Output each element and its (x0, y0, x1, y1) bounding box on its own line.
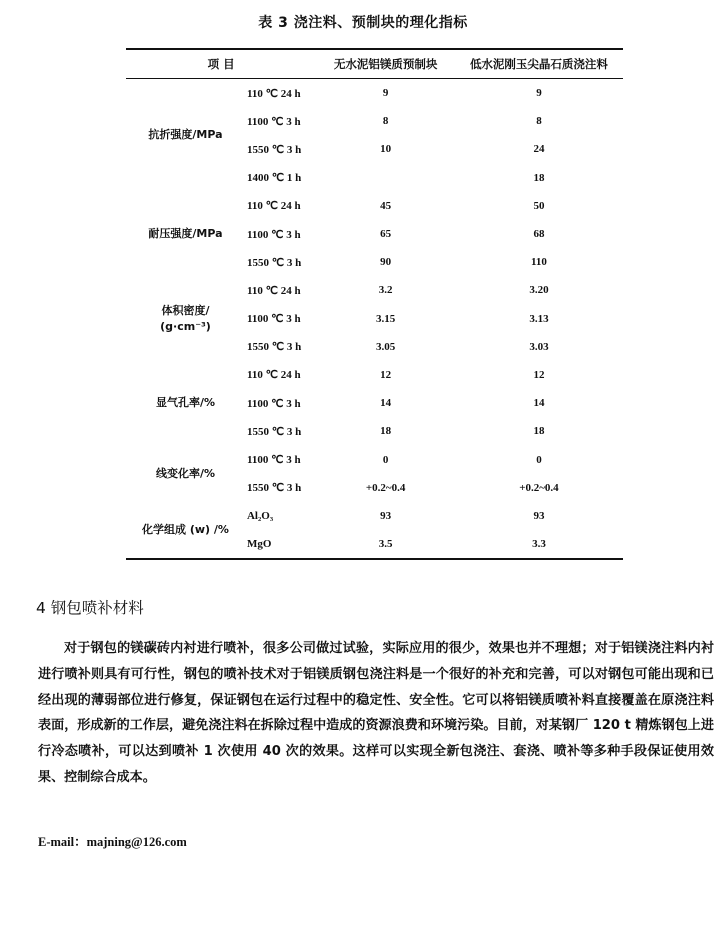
value-col2-cell: +0.2~0.4 (519, 481, 559, 494)
value-col1-cell: 9 (382, 87, 389, 100)
table-row (126, 502, 623, 530)
value-col2-cell: 8 (536, 115, 542, 128)
value-col2-cell: 3.03 (529, 340, 549, 353)
value-col2-cell: 0 (536, 453, 542, 466)
value-col2-cell: 18 (533, 171, 545, 184)
value-col1-cell: 65 (380, 228, 392, 241)
section-heading: 4 钢包喷补材料 (36, 599, 144, 617)
properties-table (126, 48, 623, 560)
value-col2-cell: 9 (536, 87, 542, 100)
property-label-text: 体积密度/ (161, 303, 210, 317)
value-col1-cell: 14 (380, 397, 392, 410)
property-label (126, 192, 245, 277)
table-row (126, 361, 623, 389)
value-col1-cell: 93 (380, 509, 392, 522)
condition-cell: 110 ℃ 24 h (246, 87, 301, 100)
condition-cell: 1400 ℃ 1 h (246, 172, 302, 185)
condition-cell: 1550 ℃ 3 h (246, 256, 302, 269)
value-col1-cell: 45 (380, 199, 392, 212)
condition-cell: 1100 ℃ 3 h (246, 228, 301, 241)
value-col1-cell: +0.2~0.4 (365, 481, 406, 494)
property-unit-text: (g·cm⁻³) (160, 319, 211, 333)
property-label-text: 抗折强度/MPa (148, 128, 223, 142)
value-col1-cell: 3.05 (375, 340, 396, 353)
condition-cell: 1100 ℃ 3 h (246, 397, 301, 410)
condition-cell: MgO (246, 538, 272, 551)
property-label-text: 显气孔率/% (155, 396, 216, 410)
property-label (126, 79, 245, 192)
condition-cell: 1550 ℃ 3 h (246, 482, 302, 495)
value-col2-cell: 50 (533, 199, 545, 212)
property-label (126, 361, 245, 446)
property-label (126, 445, 245, 501)
condition-cell: 1100 ℃ 3 h (246, 115, 301, 128)
table-row (126, 276, 623, 304)
table-row (126, 445, 623, 473)
value-col1-cell (316, 164, 455, 192)
property-label-text: 化学组成 (w) /% (142, 523, 229, 536)
property-label (126, 276, 245, 361)
table-caption: 表 3 浇注料、预制块的理化指标 (258, 15, 468, 31)
value-col1-cell: 3.5 (378, 538, 393, 551)
value-col1-cell: 3.15 (375, 312, 396, 325)
condition-cell: 1550 ℃ 3 h (246, 341, 302, 354)
value-col2-cell: 3.20 (529, 284, 549, 297)
condition-cell: 1100 ℃ 3 h (246, 454, 301, 467)
table-body (126, 79, 623, 560)
value-col1-cell: 10 (380, 143, 392, 156)
value-col2-cell: 18 (533, 425, 545, 438)
condition-cell: 110 ℃ 24 h (246, 284, 301, 297)
property-label-text: 耐压强度/MPa (148, 227, 223, 241)
value-col2-cell: 12 (533, 368, 545, 381)
condition-cell: 110 ℃ 24 h (246, 369, 301, 382)
value-col2-cell: 24 (533, 143, 545, 156)
table-header-row (126, 49, 623, 79)
condition-cell: 1550 ℃ 3 h (246, 425, 302, 438)
condition-cell: 110 ℃ 24 h (246, 200, 301, 213)
header-col2: 低水泥刚玉尖晶石质浇注料 (455, 49, 623, 79)
value-col2-cell: 110 (530, 256, 547, 269)
condition-cell: 1100 ℃ 3 h (246, 313, 301, 326)
table-row (126, 192, 623, 220)
body-paragraph: 对于钢包的镁碳砖内衬进行喷补，很多公司做过试验，实际应用的很少，效果也并不理想；对于铝镁浇注料内衬进行喷补则具有可行性，钢包的喷补技术对于铝镁质钢包浇注料是一个很好的补充和完善，可以对钢包可能出现和已经出现的薄弱部位进行修复，保证钢包在运行过程中的稳定性、安全性。它可以将铝镁质喷补料直接覆盖在原浇注料表面，形成新的工作层，避免浇注料在拆除过程中造成的资源浪费和环境污染。目前，对某钢厂 120 t 精炼钢包上进行冷态喷补，可以达到喷补 1 次使用 40 次的效果。这样可以实现全新包浇注、套浇、喷补等多种手段保证使用效果、控制综合成本。 (38, 641, 714, 785)
value-col2-cell: 68 (533, 228, 545, 241)
condition-cell: 1550 ℃ 3 h (246, 143, 302, 156)
value-col2-cell: 3.3 (532, 538, 546, 551)
header-item: 项 目 (126, 49, 316, 79)
property-label (126, 502, 245, 559)
header-col1: 无水泥铝镁质预制块 (316, 49, 455, 79)
value-col1-cell: 18 (380, 425, 392, 438)
value-col2-cell: 14 (533, 397, 545, 410)
value-col2-cell: 3.13 (529, 312, 549, 325)
table-row (126, 79, 623, 108)
value-col2-cell: 93 (533, 509, 545, 522)
property-label-text: 线变化率/% (155, 466, 216, 480)
value-col1-cell: 90 (380, 256, 392, 269)
value-col1-cell: 0 (382, 453, 389, 466)
value-col1-cell: 3.2 (378, 284, 393, 297)
email-line: E-mail：majning@126.com (38, 835, 187, 849)
condition-cell: Al₂O₃ (246, 509, 274, 522)
value-col1-cell: 12 (380, 368, 392, 381)
value-col1-cell: 8 (382, 115, 389, 128)
